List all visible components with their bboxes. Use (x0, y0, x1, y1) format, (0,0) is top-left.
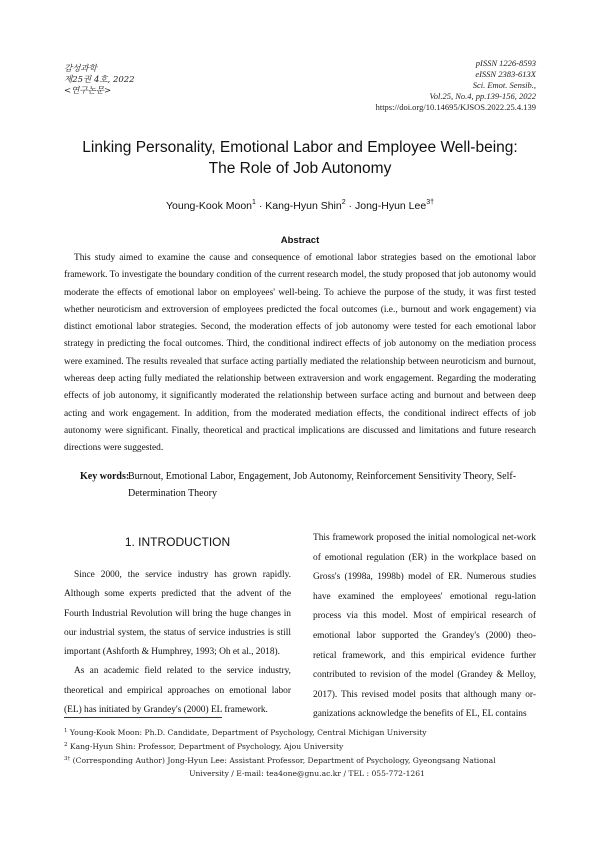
introduction-right-column (313, 529, 536, 725)
pissn: pISSN 1226-8593 (475, 58, 536, 68)
footnote-text: Kang-Hyun Shin: Professor, Department of Psychology, Ajou University (69, 742, 344, 751)
footnote-text: Young-Kook Moon: Ph.D. Candidate, Department of Psychology, Central Michigan University (69, 728, 427, 737)
footnote-2 (64, 739, 542, 753)
author-mark: 3† (426, 199, 434, 206)
keywords-label: Key words: (80, 471, 130, 482)
footnote-mark: 3† (64, 756, 71, 762)
footnote-divider (64, 717, 222, 718)
author-mark: 1 (252, 199, 256, 206)
paragraph: As an academic field related to the service industry, theoretical and empirical approaches on emotional labor (EL) has initiated by Grandey's (2000) EL framework. (64, 666, 291, 716)
paragraph: This framework proposed the initial nomological net-work of emotional regulation (ER) in the workplace based on Gross's (1998a, 1998b) model of ER. Numerous studies have examined the employees' emotional regu-lation process via this model. Most of empirical research of emotional labor supported the Grandey's (2000) theo-retical framework, and this empirical evidence further contributed to revision of the model (Grandey & Melloy, 2017). This revised model posits that although many or-ganizations acknowledge the benefits of EL, EL contains (313, 533, 536, 720)
author-name: Kang-Hyun Shin (265, 200, 342, 212)
paragraph: Since 2000, the service industry has grown rapidly. Although some experts predicted that the advent of the Fourth Industrial Revolution will bring the huge changes in our industrial system, the status of service industries is still important (Ashforth & Humphrey, 1993; Oh et al., 2018). (64, 570, 291, 658)
article-type-korean: <연구논문> (64, 86, 112, 96)
footnote-text-continued[interactable]: University / E-mail: tea4one@gnu.ac.kr / TEL : 055-772-1261 (189, 769, 425, 778)
author-separator: · (345, 200, 355, 212)
paper-title-line-2: The Role of Job Autonomy (208, 160, 392, 177)
section-title-introduction: 1. INTRODUCTION (124, 535, 231, 549)
paper-title (0, 137, 600, 179)
footnote-mark: 2 (64, 742, 68, 748)
footnote-1 (64, 725, 542, 739)
keywords-value: Burnout, Emotional Labor, Engagement, Job Autonomy, Reinforcement Sensitivity Theory, Self-Determination Theory (128, 471, 517, 499)
introduction-left-column (64, 566, 291, 720)
volume-info: Vol.25, No.4, pp.139-156, 2022 (429, 91, 536, 101)
author-name: Jong-Hyun Lee (354, 200, 427, 212)
journal-name-korean: 감성과학 (64, 64, 97, 74)
paper-title-line-1: Linking Personality, Emotional Labor and Employee Well-being: (82, 139, 518, 156)
author-separator: · (255, 200, 266, 212)
eissn: eISSN 2383-613X (475, 69, 536, 79)
abstract-text: This study aimed to examine the cause and consequence of emotional labor strategies based on the emotional labor framework. To investigate the boundary condition of the current research model, the study proposed that job autonomy would moderate the effects of emotional labor on employees' well-being. To achieve the purpose of the study, it was first tested whether neuroticism and extroversion of employees predicted the focal outcomes (i.e., burnout and work engagement) via distinct emotional labor strategies. Second, the moderation effects of job autonomy were tested for each emotional labor strategy in predicting the focal outcomes. Third, the conditional indirect effects of job autonomy on the mediation process were examined. The results revealed that surface acting partially mediated the relationship between neuroticism and burnout, whereas deep acting fully mediated the relationship between extraversion and work engagement. Regarding the moderating effects of job autonomy, it significantly moderated the relationship between surface acting and burnout and between deep acting and work engagement. In addition, from the moderated mediation effects, the conditional indirect effects of job autonomy were significant. Finally, theoretical and practical implications are discussed and limitations and future research directions were suggested. (64, 253, 536, 454)
footnote-3 (64, 753, 542, 780)
journal-header-left (64, 64, 135, 97)
journal-header-right (376, 58, 536, 113)
author-mark: 2 (341, 199, 346, 206)
author-list (0, 199, 600, 212)
doi-link[interactable]: https://doi.org/10.14695/KJSOS.2022.25.4.139 (375, 102, 536, 112)
author-name: Young-Kook Moon (166, 200, 253, 212)
journal-abbreviation: Sci. Emot. Sensib., (472, 80, 536, 90)
footnote-text: (Corresponding Author) Jong-Hyun Lee: Assistant Professor, Department of Psychology, Gyeongsang National (72, 756, 496, 765)
abstract-heading: Abstract (280, 235, 320, 246)
volume-korean: 제25권 4호, 2022 (64, 75, 135, 85)
footnote-mark: 1 (64, 728, 68, 734)
